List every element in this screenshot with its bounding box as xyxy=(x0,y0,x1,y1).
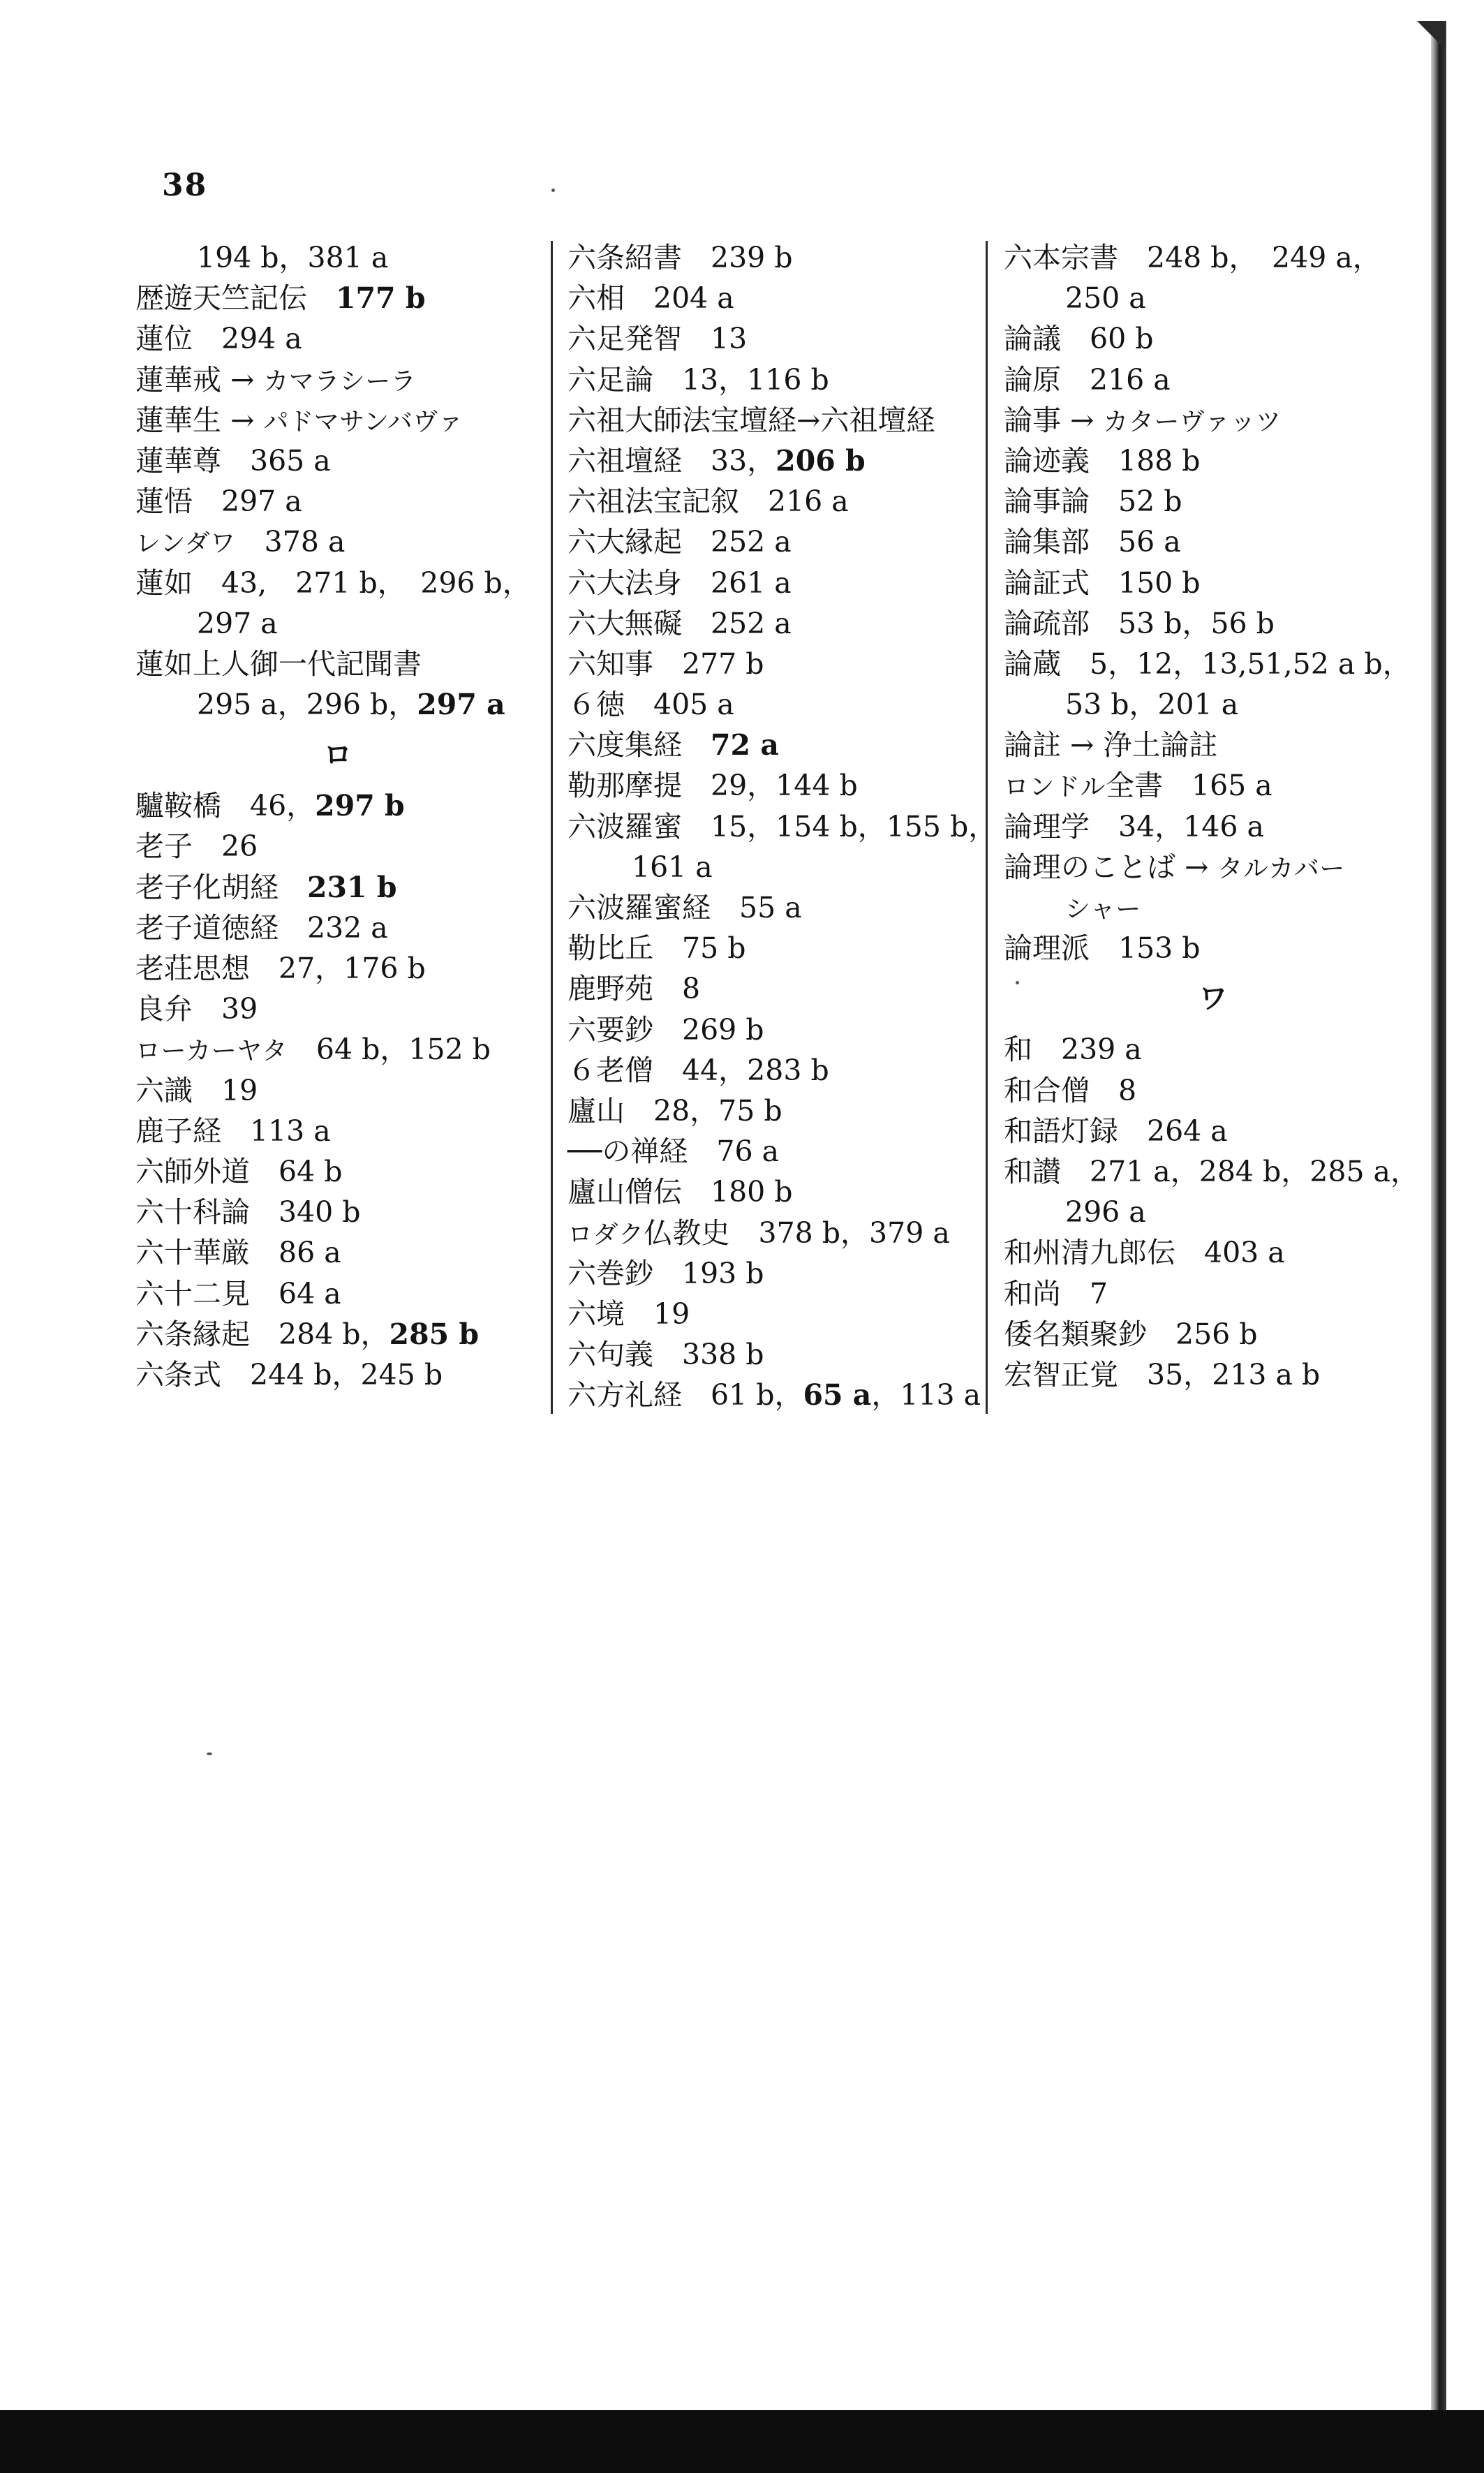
index-entry-text: 全書 165 a xyxy=(1106,769,1272,803)
index-entry xyxy=(1004,684,1423,725)
index-entry xyxy=(135,989,540,1029)
index-entry xyxy=(567,765,972,806)
index-entry-text: 378 a xyxy=(235,525,346,559)
index-entry xyxy=(135,360,540,400)
index-entry xyxy=(135,826,540,866)
index-entry xyxy=(1004,563,1423,603)
index-entry xyxy=(1004,1151,1423,1192)
index-entry-text: 六祖法宝記叙 216 a xyxy=(567,485,849,519)
index-entry-text: 論議 60 b xyxy=(1004,322,1154,356)
index-entry-text: 六条縁起 284 b， xyxy=(135,1317,389,1351)
index-entry xyxy=(135,785,540,826)
index-entry xyxy=(1004,725,1423,765)
index-entry xyxy=(567,644,972,684)
index-entry xyxy=(567,1253,972,1294)
index-entry-text: 老子道徳経 232 a xyxy=(135,910,388,945)
index-entry-text: 六大無礙 252 a xyxy=(567,606,792,640)
scan-speck xyxy=(207,1752,212,1755)
index-entry xyxy=(567,1091,972,1131)
index-entry-text: 六条式 244 b，245 b xyxy=(135,1357,443,1391)
index-entry-text: 六祖大師法宝壇経→六祖壇経 xyxy=(567,403,935,437)
index-entry xyxy=(135,481,540,522)
index-entry-text: 論証式 150 b xyxy=(1004,566,1201,600)
index-entry-text: 論理派 153 b xyxy=(1004,931,1201,966)
index-entry xyxy=(1004,765,1423,806)
index-entry xyxy=(135,400,540,441)
page-edge-shadow-bottom xyxy=(0,2410,1484,2473)
index-entry-text: 六足発智 13 xyxy=(567,322,748,356)
index-entry xyxy=(135,1070,540,1111)
index-entry xyxy=(1004,1070,1423,1111)
index-entry xyxy=(567,278,972,318)
index-entry-text: 驢鞍橋 46， xyxy=(135,789,316,823)
index-entry-text: 歴遊天竺記伝 xyxy=(135,281,336,316)
index-entry xyxy=(1004,1314,1423,1354)
index-entry-text: 177 b xyxy=(336,281,426,316)
index-entry-text: 六大縁起 252 a xyxy=(567,525,792,559)
index-entry-text: 勒那摩提 29，144 b xyxy=(567,769,858,803)
index-entry-text: 和讃 271 a，284 b，285 a， xyxy=(1004,1154,1419,1188)
index-entry-text: 蓮華尊 365 a xyxy=(135,443,331,478)
index-entry-text: 297 a xyxy=(197,606,278,640)
index-entry-text: 295 a，296 b， xyxy=(197,688,417,722)
index-column-2 xyxy=(567,237,997,1415)
index-entry xyxy=(1004,1274,1423,1314)
index-entry-text: 六師外道 64 b xyxy=(135,1154,343,1188)
index-entry xyxy=(1004,1111,1423,1151)
index-entry xyxy=(567,441,972,481)
index-entry-text: 六識 19 xyxy=(135,1073,258,1107)
index-entry xyxy=(135,908,540,948)
index-entry xyxy=(135,1354,540,1395)
index-entry-text: 蓮如 43, 271 b， 296 b， xyxy=(135,566,531,600)
index-entry-text: 六句義 338 b xyxy=(567,1338,764,1372)
index-entry-text: 和 239 a xyxy=(1004,1033,1142,1067)
index-entry-text: タルカバー xyxy=(1217,854,1345,883)
index-entry xyxy=(1004,1232,1423,1273)
index-entry-text: 六足論 13，116 b xyxy=(567,362,829,397)
index-entry-text: 論註 → 浄土論註 xyxy=(1004,728,1218,762)
page-edge-shadow-right xyxy=(1431,21,1446,2423)
index-entry-text: 論原 216 a xyxy=(1004,362,1171,397)
index-entry-text: 蓮華戒 → xyxy=(135,362,264,397)
index-entry-text: ６徳 405 a xyxy=(567,688,734,722)
index-entry xyxy=(135,563,540,603)
index-entry xyxy=(135,1111,540,1151)
index-entry-text: 倭名類聚鈔 256 b xyxy=(1004,1317,1258,1351)
index-entry xyxy=(135,644,540,684)
index-entry-text: レンダワ xyxy=(135,529,236,559)
index-entry xyxy=(1004,847,1423,887)
index-entry-text: 和合僧 8 xyxy=(1004,1073,1137,1107)
index-entry xyxy=(135,1029,540,1070)
index-entry-text: パドマサンバヴァ xyxy=(263,407,464,436)
index-entry-text: 和州清九郎伝 403 a xyxy=(1004,1236,1285,1270)
index-entry xyxy=(135,1274,540,1314)
index-entry xyxy=(1004,1354,1423,1395)
index-entry-text: ロダク xyxy=(567,1220,644,1249)
index-entry xyxy=(1004,603,1423,644)
index-entry-text: 206 b xyxy=(776,443,866,478)
index-entry xyxy=(1004,806,1423,847)
index-entry-text: 194 b，381 a xyxy=(197,241,389,274)
index-entry xyxy=(567,847,972,887)
index-column-1 xyxy=(135,237,540,1395)
index-entry-text: 老子 26 xyxy=(135,829,258,864)
index-entry-text: 六本宗書 248 b， 249 a， xyxy=(1004,241,1381,274)
index-entry-text: ，113 a xyxy=(871,1378,981,1412)
index-entry xyxy=(567,1172,972,1212)
index-entry-text: 論集部 56 a xyxy=(1004,525,1181,559)
index-entry xyxy=(567,1010,972,1050)
index-entry xyxy=(567,1294,972,1334)
index-entry-text: 論迹義 188 b xyxy=(1004,443,1201,478)
section-heading-text: ワ xyxy=(1199,982,1228,1016)
index-entry-text: 250 a xyxy=(1065,281,1146,316)
index-entry-text: ──の禅経 76 a xyxy=(567,1135,780,1169)
index-entry-text: ６老僧 44，283 b xyxy=(567,1053,829,1087)
index-entry xyxy=(567,1050,972,1091)
index-entry xyxy=(567,684,972,725)
index-entry-text: 和尚 7 xyxy=(1004,1276,1108,1311)
index-entry xyxy=(135,867,540,908)
index-entry-text: 72 a xyxy=(711,728,779,762)
index-entry-text: 六大法身 261 a xyxy=(567,566,792,600)
index-entry xyxy=(567,968,972,1009)
index-entry xyxy=(567,563,972,603)
index-entry-text: 296 a xyxy=(1065,1195,1146,1230)
scan-speck xyxy=(1016,981,1019,984)
index-entry xyxy=(1004,1029,1423,1070)
index-entry xyxy=(567,887,972,928)
index-entry xyxy=(567,806,997,847)
index-entry-text: 論事 → xyxy=(1004,403,1104,437)
index-entry xyxy=(135,684,540,725)
index-entry-text: 53 b，201 a xyxy=(1065,688,1239,722)
index-entry xyxy=(567,1375,981,1415)
index-entry-text: 六十科論 340 b xyxy=(135,1195,361,1230)
index-entry-text: 六知事 277 b xyxy=(567,647,764,681)
index-entry xyxy=(1004,481,1423,522)
index-entry-text: 六方礼経 61 b， xyxy=(567,1378,803,1412)
index-entry xyxy=(135,318,540,359)
index-entry-text: 六波羅蜜経 55 a xyxy=(567,891,802,924)
index-entry-text: 論疏部 53 b，56 b xyxy=(1004,606,1275,640)
index-entry xyxy=(567,400,972,441)
index-entry-text: シャー xyxy=(1065,895,1141,924)
section-heading xyxy=(1004,968,1423,1029)
index-entry xyxy=(1004,237,1423,278)
index-entry xyxy=(1004,644,1423,684)
index-entry-text: 鹿野苑 8 xyxy=(567,972,701,1006)
index-entry-text: 65 a xyxy=(803,1378,872,1412)
column-divider-1 xyxy=(551,241,553,1414)
index-entry xyxy=(1004,360,1423,400)
scan-speck xyxy=(551,189,555,192)
index-entry xyxy=(1004,522,1423,562)
index-entry-text: 六祖壇経 33， xyxy=(567,443,776,478)
index-entry xyxy=(1004,928,1423,968)
index-entry-text: 論蔵 5，12，13,51,52 a b， xyxy=(1004,647,1411,681)
index-entry-text: 仏教史 378 b，379 a xyxy=(644,1216,950,1250)
index-entry xyxy=(1004,278,1423,318)
index-entry-text: 論理のことば → xyxy=(1004,850,1218,884)
index-entry-text: 六十華厳 86 a xyxy=(135,1236,341,1270)
index-entry-text: カターヴァッツ xyxy=(1103,407,1282,436)
index-entry-text: 論理学 34，146 a xyxy=(1004,809,1264,843)
index-entry-text: 297 a xyxy=(417,688,505,722)
index-entry xyxy=(567,237,972,278)
index-entry xyxy=(135,1151,540,1192)
index-entry-text: 廬山 28，75 b xyxy=(567,1093,782,1128)
index-entry-text: 鹿子経 113 a xyxy=(135,1114,331,1148)
section-heading-text: ロ xyxy=(323,738,353,772)
index-entry xyxy=(567,928,972,968)
index-entry-text: カマラシーラ xyxy=(263,367,417,396)
index-entry-text: 蓮位 294 a xyxy=(135,322,302,356)
index-entry xyxy=(567,1213,972,1253)
index-entry xyxy=(135,948,540,989)
index-entry xyxy=(567,1334,972,1375)
index-entry-text: 勒比丘 75 b xyxy=(567,931,746,966)
index-entry xyxy=(1004,1192,1423,1232)
index-entry-text: 蓮如上人御一代記聞書 xyxy=(135,647,422,681)
index-entry xyxy=(135,1232,540,1273)
index-entry-text: 六波羅蜜 15，154 b，155 b， xyxy=(567,809,997,843)
index-entry xyxy=(1004,318,1423,359)
index-entry-text: 285 b xyxy=(389,1317,480,1351)
section-heading xyxy=(135,725,540,785)
index-entry-text: 宏智正覚 35，213 a b xyxy=(1004,1357,1321,1391)
index-entry-text: 64 b，152 b xyxy=(287,1033,491,1067)
index-entry-text: 六相 204 a xyxy=(567,281,734,316)
index-entry-text: 六巻鈔 193 b xyxy=(567,1256,764,1290)
index-entry-text: 六条紹書 239 b xyxy=(567,241,793,274)
index-column-3 xyxy=(1004,237,1423,1395)
index-entry xyxy=(135,603,540,644)
index-entry-text: 老子化胡経 xyxy=(135,870,307,904)
index-entry xyxy=(567,603,972,644)
index-entry xyxy=(135,1192,540,1232)
index-entry xyxy=(567,522,972,562)
index-entry xyxy=(567,1131,972,1172)
index-entry xyxy=(567,360,972,400)
index-entry-text: 297 b xyxy=(315,789,405,823)
index-entry-text: 161 a xyxy=(632,850,713,884)
index-entry-text: 廬山僧伝 180 b xyxy=(567,1175,793,1209)
index-entry xyxy=(135,522,540,562)
index-entry xyxy=(135,1314,540,1354)
index-entry xyxy=(135,441,540,481)
index-entry-text: ロンドル xyxy=(1004,773,1106,802)
index-entry-text: 蓮華生 → xyxy=(135,403,264,437)
index-entry xyxy=(567,725,972,765)
index-entry-text: 良弁 39 xyxy=(135,992,258,1026)
index-entry xyxy=(1004,400,1423,441)
index-entry-text: 和語灯録 264 a xyxy=(1004,1114,1228,1148)
index-entry-text: 六要鈔 269 b xyxy=(567,1012,764,1047)
index-entry-text: 231 b xyxy=(307,870,397,904)
page-number: 38 xyxy=(162,168,208,203)
index-entry xyxy=(1004,441,1423,481)
index-entry-text: 六十二見 64 a xyxy=(135,1276,341,1311)
index-entry xyxy=(135,278,540,318)
index-entry-text: 六境 19 xyxy=(567,1297,690,1331)
index-entry-text: ローカーヤタ xyxy=(135,1037,288,1066)
index-entry-text: 論事論 52 b xyxy=(1004,485,1182,519)
index-entry xyxy=(567,318,972,359)
index-entry-text: 老荘思想 27，176 b xyxy=(135,952,426,985)
index-entry xyxy=(1004,887,1423,928)
index-entry-text: 六度集経 xyxy=(567,728,711,762)
index-entry-text: 蓮悟 297 a xyxy=(135,485,302,519)
index-entry xyxy=(135,237,540,278)
index-entry xyxy=(567,481,972,522)
